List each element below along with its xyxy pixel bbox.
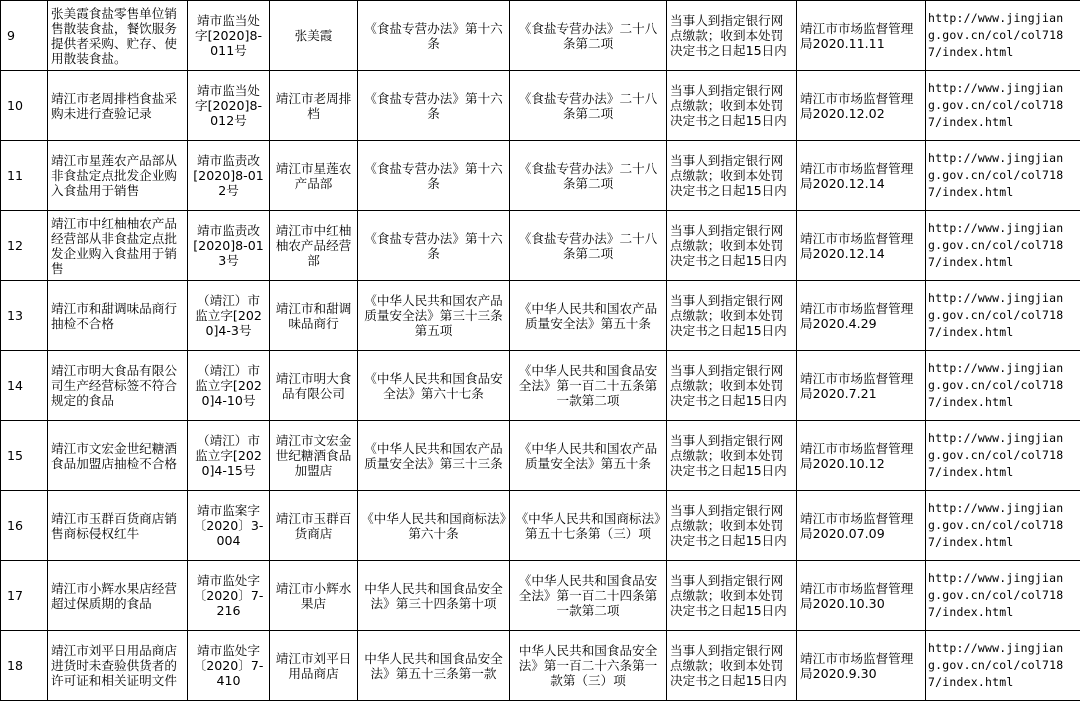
violated-basis-cell: 《食盐专营办法》第十六条 xyxy=(358,1,510,71)
table-row xyxy=(1,351,1080,421)
source-url-cell: http://www.jingjiang.gov.cn/col/col7187/index.html xyxy=(926,71,1080,141)
source-url-cell: http://www.jingjiang.gov.cn/col/col7187/index.html xyxy=(926,561,1080,631)
document-number-cell: （靖江）市监立字[2020]4-10号 xyxy=(188,351,270,421)
table-row xyxy=(1,561,1080,631)
party-name-cell: 靖江市中红柚柚农产品经营部 xyxy=(270,211,358,281)
penalty-basis-cell: 《中华人民共和国食品安全法》第一百二十五条第一款第二项 xyxy=(510,351,667,421)
authority-date-cell: 靖江市市场监督管理局2020.11.11 xyxy=(797,1,926,71)
case-name-cell: 靖江市星莲农产品部从非食盐定点批发企业购入食盐用于销售 xyxy=(48,141,188,211)
table-row xyxy=(1,1,1080,71)
execution-method-cell: 当事人到指定银行网点缴款；收到本处罚决定书之日起15日内 xyxy=(667,491,797,561)
authority-date-cell: 靖江市市场监督管理局2020.12.14 xyxy=(797,211,926,281)
row-number: 17 xyxy=(1,561,48,631)
row-number: 9 xyxy=(1,1,48,71)
violated-basis-cell: 《食盐专营办法》第十六条 xyxy=(358,141,510,211)
source-url-cell: http://www.jingjiang.gov.cn/col/col7187/index.html xyxy=(926,631,1080,701)
party-name-cell: 靖江市玉群百货商店 xyxy=(270,491,358,561)
document-number-cell: 靖市监处字〔2020〕7-410 xyxy=(188,631,270,701)
case-name-cell: 张美霞食盐零售单位销售散装食盐，餐饮服务提供者采购、贮存、使用散装食盐。 xyxy=(48,1,188,71)
execution-method-cell: 当事人到指定银行网点缴款；收到本处罚决定书之日起15日内 xyxy=(667,141,797,211)
penalty-basis-cell: 《食盐专营办法》二十八条第二项 xyxy=(510,71,667,141)
penalty-basis-cell: 《食盐专营办法》二十八条第二项 xyxy=(510,211,667,281)
authority-date-cell: 靖江市市场监督管理局2020.7.21 xyxy=(797,351,926,421)
execution-method-cell: 当事人到指定银行网点缴款；收到本处罚决定书之日起15日内 xyxy=(667,1,797,71)
table-row xyxy=(1,491,1080,561)
table-row xyxy=(1,141,1080,211)
party-name-cell: 靖江市刘平日用品商店 xyxy=(270,631,358,701)
party-name-cell: 靖江市小辉水果店 xyxy=(270,561,358,631)
case-name-cell: 靖江市刘平日用品商店进货时未查验供货者的许可证和相关证明文件 xyxy=(48,631,188,701)
source-url-cell: http://www.jingjiang.gov.cn/col/col7187/index.html xyxy=(926,141,1080,211)
violated-basis-cell: 《中华人民共和国农产品质量安全法》第三十三条 xyxy=(358,421,510,491)
case-name-cell: 靖江市和甜调味品商行抽检不合格 xyxy=(48,281,188,351)
execution-method-cell: 当事人到指定银行网点缴款；收到本处罚决定书之日起15日内 xyxy=(667,71,797,141)
violated-basis-cell: 《食盐专营办法》第十六条 xyxy=(358,71,510,141)
party-name-cell: 张美霞 xyxy=(270,1,358,71)
authority-date-cell: 靖江市市场监督管理局2020.12.02 xyxy=(797,71,926,141)
penalty-basis-cell: 《食盐专营办法》二十八条第二项 xyxy=(510,1,667,71)
authority-date-cell: 靖江市市场监督管理局2020.12.14 xyxy=(797,141,926,211)
document-number-cell: 靖市监当处字[2020]8-012号 xyxy=(188,71,270,141)
case-name-cell: 靖江市玉群百货商店销售商标侵权红牛 xyxy=(48,491,188,561)
source-url-cell: http://www.jingjiang.gov.cn/col/col7187/index.html xyxy=(926,1,1080,71)
party-name-cell: 靖江市星莲农产品部 xyxy=(270,141,358,211)
party-name-cell: 靖江市和甜调味品商行 xyxy=(270,281,358,351)
violated-basis-cell: 中华人民共和国食品安全法》第三十四条第十项 xyxy=(358,561,510,631)
row-number: 12 xyxy=(1,211,48,281)
document-number-cell: 靖市监责改[2020]8-013号 xyxy=(188,211,270,281)
execution-method-cell: 当事人到指定银行网点缴款；收到本处罚决定书之日起15日内 xyxy=(667,631,797,701)
table-row xyxy=(1,71,1080,141)
authority-date-cell: 靖江市市场监督管理局2020.9.30 xyxy=(797,631,926,701)
party-name-cell: 靖江市文宏金世纪糖酒食品加盟店 xyxy=(270,421,358,491)
row-number: 15 xyxy=(1,421,48,491)
authority-date-cell: 靖江市市场监督管理局2020.4.29 xyxy=(797,281,926,351)
row-number: 11 xyxy=(1,141,48,211)
authority-date-cell: 靖江市市场监督管理局2020.10.12 xyxy=(797,421,926,491)
row-number: 13 xyxy=(1,281,48,351)
document-number-cell: 靖市监责改[2020]8-012号 xyxy=(188,141,270,211)
row-number: 18 xyxy=(1,631,48,701)
case-name-cell: 靖江市老周排档食盐采购未进行查验记录 xyxy=(48,71,188,141)
violated-basis-cell: 《中华人民共和国食品安全法》第六十七条 xyxy=(358,351,510,421)
penalty-basis-cell: 《中华人民共和国食品安全法》第一百二十四条第一款第二项 xyxy=(510,561,667,631)
execution-method-cell: 当事人到指定银行网点缴款；收到本处罚决定书之日起15日内 xyxy=(667,211,797,281)
case-name-cell: 靖江市小辉水果店经营超过保质期的食品 xyxy=(48,561,188,631)
table-row xyxy=(1,281,1080,351)
penalty-basis-cell: 《中华人民共和国商标法》第五十七条第（三）项 xyxy=(510,491,667,561)
document-number-cell: 靖市监处字〔2020〕7-216 xyxy=(188,561,270,631)
row-number: 14 xyxy=(1,351,48,421)
table-row xyxy=(1,421,1080,491)
penalty-basis-cell: 中华人民共和国食品安全法》第一百二十六条第一款第（三）项 xyxy=(510,631,667,701)
party-name-cell: 靖江市明大食品有限公司 xyxy=(270,351,358,421)
penalty-basis-cell: 《食盐专营办法》二十八条第二项 xyxy=(510,141,667,211)
document-number-cell: （靖江）市监立字[2020]4-3号 xyxy=(188,281,270,351)
penalty-basis-cell: 《中华人民共和国农产品质量安全法》第五十条 xyxy=(510,281,667,351)
row-number: 10 xyxy=(1,71,48,141)
source-url-cell: http://www.jingjiang.gov.cn/col/col7187/index.html xyxy=(926,351,1080,421)
source-url-cell: http://www.jingjiang.gov.cn/col/col7187/index.html xyxy=(926,491,1080,561)
row-number: 16 xyxy=(1,491,48,561)
document-number-cell: 靖市监当处字[2020]8-011号 xyxy=(188,1,270,71)
execution-method-cell: 当事人到指定银行网点缴款；收到本处罚决定书之日起15日内 xyxy=(667,281,797,351)
violated-basis-cell: 《中华人民共和国商标法》第六十条 xyxy=(358,491,510,561)
authority-date-cell: 靖江市市场监督管理局2020.07.09 xyxy=(797,491,926,561)
source-url-cell: http://www.jingjiang.gov.cn/col/col7187/index.html xyxy=(926,281,1080,351)
violated-basis-cell: 《中华人民共和国农产品质量安全法》第三十三条第五项 xyxy=(358,281,510,351)
case-name-cell: 靖江市中红柚柚农产品经营部从非食盐定点批发企业购入食盐用于销售 xyxy=(48,211,188,281)
execution-method-cell: 当事人到指定银行网点缴款；收到本处罚决定书之日起15日内 xyxy=(667,421,797,491)
party-name-cell: 靖江市老周排档 xyxy=(270,71,358,141)
table-row xyxy=(1,211,1080,281)
source-url-cell: http://www.jingjiang.gov.cn/col/col7187/index.html xyxy=(926,211,1080,281)
execution-method-cell: 当事人到指定银行网点缴款；收到本处罚决定书之日起15日内 xyxy=(667,561,797,631)
case-name-cell: 靖江市明大食品有限公司生产经营标签不符合规定的食品 xyxy=(48,351,188,421)
source-url-cell: http://www.jingjiang.gov.cn/col/col7187/index.html xyxy=(926,421,1080,491)
case-name-cell: 靖江市文宏金世纪糖酒食品加盟店抽检不合格 xyxy=(48,421,188,491)
document-number-cell: （靖江）市监立字[2020]4-15号 xyxy=(188,421,270,491)
violated-basis-cell: 《食盐专营办法》第十六条 xyxy=(358,211,510,281)
penalty-basis-cell: 《中华人民共和国农产品质量安全法》第五十条 xyxy=(510,421,667,491)
authority-date-cell: 靖江市市场监督管理局2020.10.30 xyxy=(797,561,926,631)
document-number-cell: 靖市监案字〔2020〕3-004 xyxy=(188,491,270,561)
execution-method-cell: 当事人到指定银行网点缴款；收到本处罚决定书之日起15日内 xyxy=(667,351,797,421)
violated-basis-cell: 中华人民共和国食品安全法》第五十三条第一款 xyxy=(358,631,510,701)
table-row xyxy=(1,631,1080,701)
